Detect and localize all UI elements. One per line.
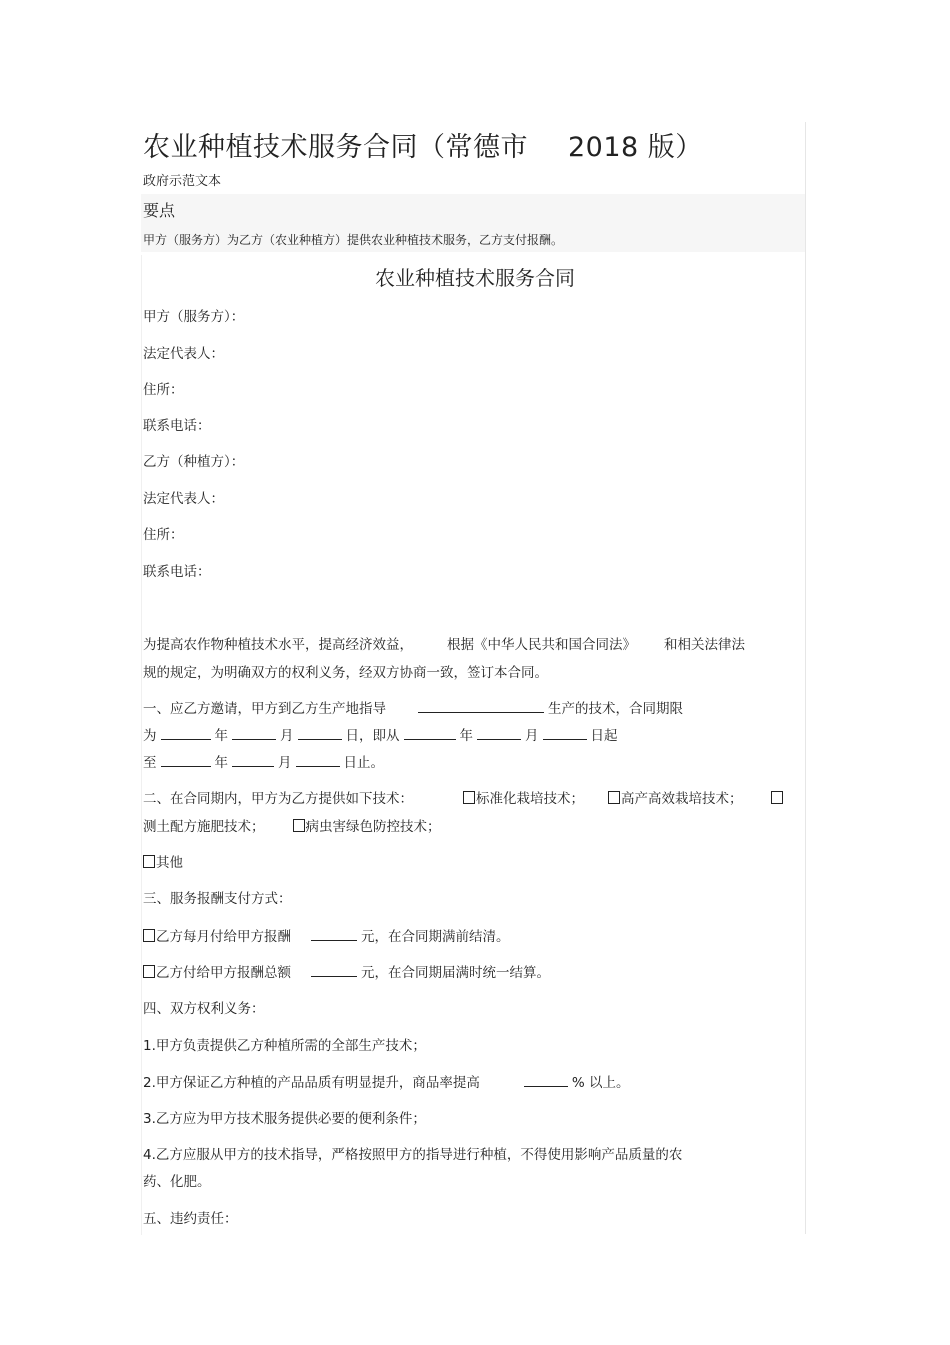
clause-1-line-2: 为 年 月 日，即从 年 月 日起	[143, 728, 618, 744]
start-month-blank[interactable]	[477, 726, 521, 740]
document-subtitle: 政府示范文本	[143, 174, 222, 189]
title-part-1: 农业种植技术服务合同（常德市	[143, 132, 528, 163]
clause-4-item-4-line-1: 4.乙方应服从甲方的技术指导，严格按照甲方的指导进行种植，不得使用影响产品质量的农	[143, 1147, 683, 1163]
clause-1-line-1: 一、应乙方邀请，甲方到乙方生产地指导 生产的技术，合同期限	[143, 701, 683, 717]
clause-2-line-2: 测土配方施肥技术； 病虫害绿色防控技术；	[143, 819, 441, 835]
end-year-blank[interactable]	[161, 753, 211, 767]
pest-control-checkbox[interactable]	[293, 819, 305, 832]
term-year-blank[interactable]	[161, 726, 211, 740]
clause-4-item-2: 2.甲方保证乙方种植的产品品质有明显提升，商品率提高 % 以上。	[143, 1075, 630, 1091]
clause-3-option-1: 乙方每月付给甲方报酬 元，在合同期满前结清。	[143, 925, 510, 945]
clause-2-line-1: 二、在合同期内，甲方为乙方提供如下技术： 标准化栽培技术； 高产高效栽培技术；	[143, 787, 784, 807]
party-b-representative: 法定代表人：	[143, 491, 224, 507]
party-a-phone: 联系电话：	[143, 418, 211, 434]
crop-blank[interactable]	[418, 699, 544, 713]
high-yield-checkbox[interactable]	[608, 791, 620, 804]
monthly-payment-checkbox[interactable]	[143, 929, 155, 942]
party-a-representative: 法定代表人：	[143, 346, 224, 362]
party-b-address: 住所：	[143, 527, 184, 543]
end-month-blank[interactable]	[232, 753, 274, 767]
party-b-label: 乙方（种植方）：	[143, 454, 245, 470]
total-payment-checkbox[interactable]	[143, 965, 155, 978]
clause-3-option-2: 乙方付给甲方报酬总额 元，在合同期届满时统一结算。	[143, 961, 550, 981]
clause-2-line-3: 其他	[143, 851, 183, 871]
party-a-label: 甲方（服务方）：	[143, 309, 245, 325]
clause-4-item-1: 1.甲方负责提供乙方种植所需的全部生产技术；	[143, 1038, 426, 1054]
term-month-blank[interactable]	[232, 726, 276, 740]
document-title	[143, 125, 703, 164]
other-checkbox[interactable]	[143, 855, 155, 868]
clause-1-line-3: 至 年 月 日止。	[143, 755, 384, 771]
clause-4-item-3: 3.乙方应为甲方技术服务提供必要的便利条件；	[143, 1111, 426, 1127]
start-day-blank[interactable]	[543, 726, 587, 740]
left-border-line	[141, 255, 142, 1235]
clause-4-item-4-line-2: 药、化肥。	[143, 1174, 211, 1190]
clause-3-heading: 三、服务报酬支付方式：	[143, 891, 292, 907]
monthly-amount-blank[interactable]	[311, 927, 357, 941]
key-points-heading: 要点	[143, 201, 176, 220]
clause-5-heading: 五、违约责任：	[143, 1211, 238, 1227]
contract-title: 农业种植技术服务合同	[375, 266, 575, 290]
term-day-blank[interactable]	[298, 726, 342, 740]
standard-cultivation-checkbox[interactable]	[463, 791, 475, 804]
preamble-line-1: 为提高农作物种植技术水平，提高经济效益， 根据《中华人民共和国合同法》 和相关法律法	[143, 637, 745, 653]
key-points-text: 甲方（服务方）为乙方（农业种植方）提供农业种植技术服务，乙方支付报酬。	[143, 233, 564, 247]
party-a-address: 住所：	[143, 382, 184, 398]
start-year-blank[interactable]	[404, 726, 456, 740]
soil-testing-checkbox[interactable]	[771, 791, 783, 804]
preamble-line-2: 规的规定，为明确双方的权利义务，经双方协商一致，签订本合同。	[143, 665, 548, 681]
clause-4-heading: 四、双方权利义务：	[143, 1001, 265, 1017]
party-b-phone: 联系电话：	[143, 564, 211, 580]
total-amount-blank[interactable]	[311, 963, 357, 977]
end-day-blank[interactable]	[296, 753, 340, 767]
title-part-2: 2018 版）	[568, 132, 703, 163]
commodity-rate-blank[interactable]	[524, 1073, 568, 1087]
